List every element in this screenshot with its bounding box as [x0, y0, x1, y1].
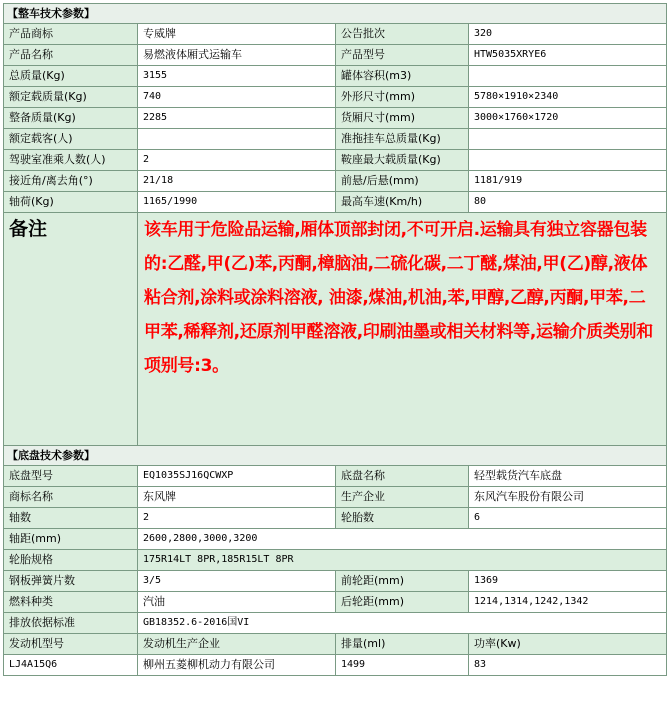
param-value: 1165/1990	[138, 192, 336, 213]
param-value: 东风牌	[138, 487, 336, 508]
param-label: 燃料种类	[4, 592, 138, 613]
spec-table	[3, 3, 667, 676]
chassis-param-row	[4, 508, 667, 529]
engine-data-cell: 1499	[336, 655, 469, 676]
param-value: 80	[469, 192, 667, 213]
param-value	[469, 66, 667, 87]
param-value: 3/5	[138, 571, 336, 592]
param-value: 2	[138, 150, 336, 171]
param-value: 汽油	[138, 592, 336, 613]
param-value	[138, 129, 336, 150]
engine-header-cell: 发动机生产企业	[138, 634, 336, 655]
param-label: 整备质量(Kg)	[4, 108, 138, 129]
vehicle-param-row	[4, 129, 667, 150]
param-label: 钢板弹簧片数	[4, 571, 138, 592]
param-value: 3000×1760×1720	[469, 108, 667, 129]
chassis-section-title: 【底盘技术参数】	[4, 446, 667, 466]
param-value: 320	[469, 24, 667, 45]
emission-value: GB18352.6-2016国VI	[138, 613, 667, 634]
param-label: 商标名称	[4, 487, 138, 508]
param-label: 产品型号	[336, 45, 469, 66]
param-value: 东风汽车股份有限公司	[469, 487, 667, 508]
emission-label: 排放依据标准	[4, 613, 138, 634]
param-label: 底盘名称	[336, 466, 469, 487]
param-label: 罐体容积(m3)	[336, 66, 469, 87]
vehicle-param-row	[4, 45, 667, 66]
wheelbase-label: 轴距(mm)	[4, 529, 138, 550]
vehicle-param-row	[4, 150, 667, 171]
wheelbase-value: 2600,2800,3000,3200	[138, 529, 667, 550]
param-value: 5780×1910×2340	[469, 87, 667, 108]
vehicle-section-header	[4, 4, 667, 24]
param-value: HTW5035XRYE6	[469, 45, 667, 66]
param-value: 6	[469, 508, 667, 529]
param-value: 1181/919	[469, 171, 667, 192]
note-label: 备注	[4, 213, 138, 446]
param-value: 2	[138, 508, 336, 529]
param-label: 准拖挂车总质量(Kg)	[336, 129, 469, 150]
param-label: 后轮距(mm)	[336, 592, 469, 613]
tire-spec-value: 175R14LT 8PR,185R15LT 8PR	[138, 550, 667, 571]
tire-spec-row	[4, 550, 667, 571]
chassis-param-row	[4, 592, 667, 613]
param-label: 产品名称	[4, 45, 138, 66]
vehicle-param-row	[4, 66, 667, 87]
param-label: 接近角/离去角(°)	[4, 171, 138, 192]
param-label: 轴数	[4, 508, 138, 529]
engine-data-row	[4, 655, 667, 676]
param-value	[469, 150, 667, 171]
vehicle-param-row	[4, 24, 667, 45]
vehicle-param-row	[4, 87, 667, 108]
param-label: 鞍座最大载质量(Kg)	[336, 150, 469, 171]
param-label: 公告批次	[336, 24, 469, 45]
param-label: 产品商标	[4, 24, 138, 45]
param-label: 轮胎数	[336, 508, 469, 529]
param-value: 1214,1314,1242,1342	[469, 592, 667, 613]
param-value: EQ1035SJ16QCWXP	[138, 466, 336, 487]
chassis-param-row	[4, 466, 667, 487]
param-label: 货厢尺寸(mm)	[336, 108, 469, 129]
engine-data-cell: LJ4A15Q6	[4, 655, 138, 676]
param-value: 2285	[138, 108, 336, 129]
vehicle-param-row	[4, 171, 667, 192]
chassis-param-row	[4, 487, 667, 508]
param-value: 1369	[469, 571, 667, 592]
tire-spec-label: 轮胎规格	[4, 550, 138, 571]
param-value: 3155	[138, 66, 336, 87]
vehicle-param-row	[4, 192, 667, 213]
engine-header-row	[4, 634, 667, 655]
engine-header-cell: 功率(Kw)	[469, 634, 667, 655]
param-value: 轻型载货汽车底盘	[469, 466, 667, 487]
wheelbase-row	[4, 529, 667, 550]
engine-data-cell: 83	[469, 655, 667, 676]
param-label: 外形尺寸(mm)	[336, 87, 469, 108]
param-label: 前轮距(mm)	[336, 571, 469, 592]
emission-row	[4, 613, 667, 634]
vehicle-section-title: 【整车技术参数】	[4, 4, 667, 24]
vehicle-param-row	[4, 108, 667, 129]
param-value: 专威牌	[138, 24, 336, 45]
chassis-section-header	[4, 446, 667, 466]
param-value: 21/18	[138, 171, 336, 192]
param-label: 生产企业	[336, 487, 469, 508]
param-label: 驾驶室准乘人数(人)	[4, 150, 138, 171]
param-label: 前悬/后悬(mm)	[336, 171, 469, 192]
param-label: 额定载客(人)	[4, 129, 138, 150]
param-label: 额定载质量(Kg)	[4, 87, 138, 108]
param-label: 轴荷(Kg)	[4, 192, 138, 213]
chassis-param-row	[4, 571, 667, 592]
param-label: 底盘型号	[4, 466, 138, 487]
note-text: 该车用于危险品运输,厢体顶部封闭,不可开启.运输具有独立容器包装的:乙醛,甲(乙)苯,丙酮,樟脑油,二硫化碳,二丁醚,煤油,甲(乙)醇,液体粘合剂,涂料或涂料溶液, 油漆,煤油,机油,苯,甲醇,乙醇,丙酮,甲苯,二甲苯,稀释剂,还原剂甲醛溶液,印刷油墨或相关材料等,运输介质类别和项别号:3。	[138, 213, 667, 446]
note-row	[4, 213, 667, 446]
engine-data-cell: 柳州五菱柳机动力有限公司	[138, 655, 336, 676]
engine-header-cell: 发动机型号	[4, 634, 138, 655]
param-value	[469, 129, 667, 150]
param-label: 总质量(Kg)	[4, 66, 138, 87]
engine-header-cell: 排量(ml)	[336, 634, 469, 655]
spec-sheet	[3, 3, 666, 706]
param-value: 易燃液体厢式运输车	[138, 45, 336, 66]
param-label: 最高车速(Km/h)	[336, 192, 469, 213]
param-value: 740	[138, 87, 336, 108]
